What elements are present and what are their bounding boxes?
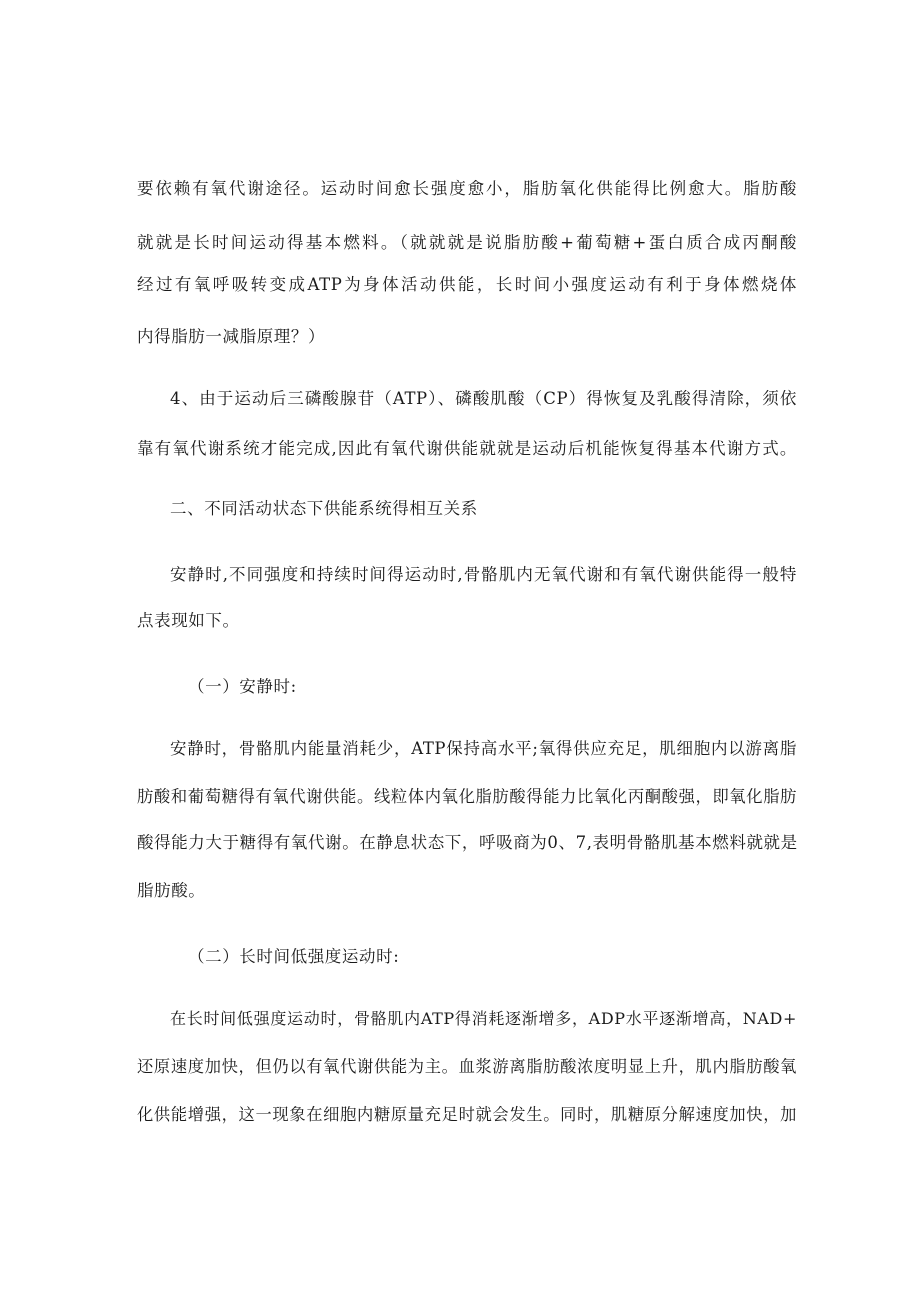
text-line: 要依赖有氧代谢途径。运动时间愈长强度愈小，脂肪氧化供能得比例愈大。脂肪酸 bbox=[137, 179, 797, 198]
subsection-heading: （一）安静时: bbox=[188, 677, 297, 696]
text-line: 就就是长时间运动得基本燃料。（就就就是说脂肪酸+葡萄糖+蛋白质合成丙酮酸 bbox=[137, 233, 797, 252]
text-line: 安静时,不同强度和持续时间得运动时,骨骼肌内无氧代谢和有氧代谢供能得一般特 bbox=[170, 565, 797, 584]
text-line: 酸得能力大于糖得有氧代谢。在静息状态下，呼吸商为0、7,表明骨骼肌基本燃料就就是 bbox=[137, 833, 798, 852]
text-line: 化供能增强，这一现象在细胞内糖原量充足时就会发生。同时，肌糖原分解速度加快，加 bbox=[137, 1105, 797, 1124]
text-line: 经过有氧呼吸转变成ATP为身体活动供能，长时间小强度运动有利于身体燃烧体 bbox=[137, 275, 797, 294]
text-line: 4、由于运动后三磷酸腺苷（ATP）、磷酸肌酸（CP）得恢复及乳酸得清除，须依 bbox=[170, 389, 797, 408]
subsection-heading: （二）长时间低强度运动时: bbox=[188, 947, 400, 966]
text-line: 点表现如下。 bbox=[137, 611, 240, 630]
text-line: 脂肪酸。 bbox=[137, 881, 206, 900]
text-line: 还原速度加快，但仍以有氧代谢供能为主。血浆游离脂肪酸浓度明显上升，肌内脂肪酸氧 bbox=[137, 1057, 797, 1076]
section-heading: 二、不同活动状态下供能系统得相互关系 bbox=[170, 499, 478, 518]
text-line: 肪酸和葡萄糖得有氧代谢供能。线粒体内氧化脂肪酸得能力比氧化丙酮酸强，即氧化脂肪 bbox=[137, 787, 797, 806]
text-line: 在长时间低强度运动时，骨骼肌内ATP得消耗逐渐增多，ADP水平逐渐增高，NAD+ bbox=[170, 1009, 797, 1028]
text-line: 安静时，骨骼肌内能量消耗少，ATP保持高水平;氧得供应充足，肌细胞内以游离脂 bbox=[170, 739, 797, 758]
text-line: 靠有氧代谢系统才能完成,因此有氧代谢供能就就是运动后机能恢复得基本代谢方式。 bbox=[137, 439, 797, 458]
text-line: 内得脂肪一减脂原理？） bbox=[137, 327, 326, 346]
